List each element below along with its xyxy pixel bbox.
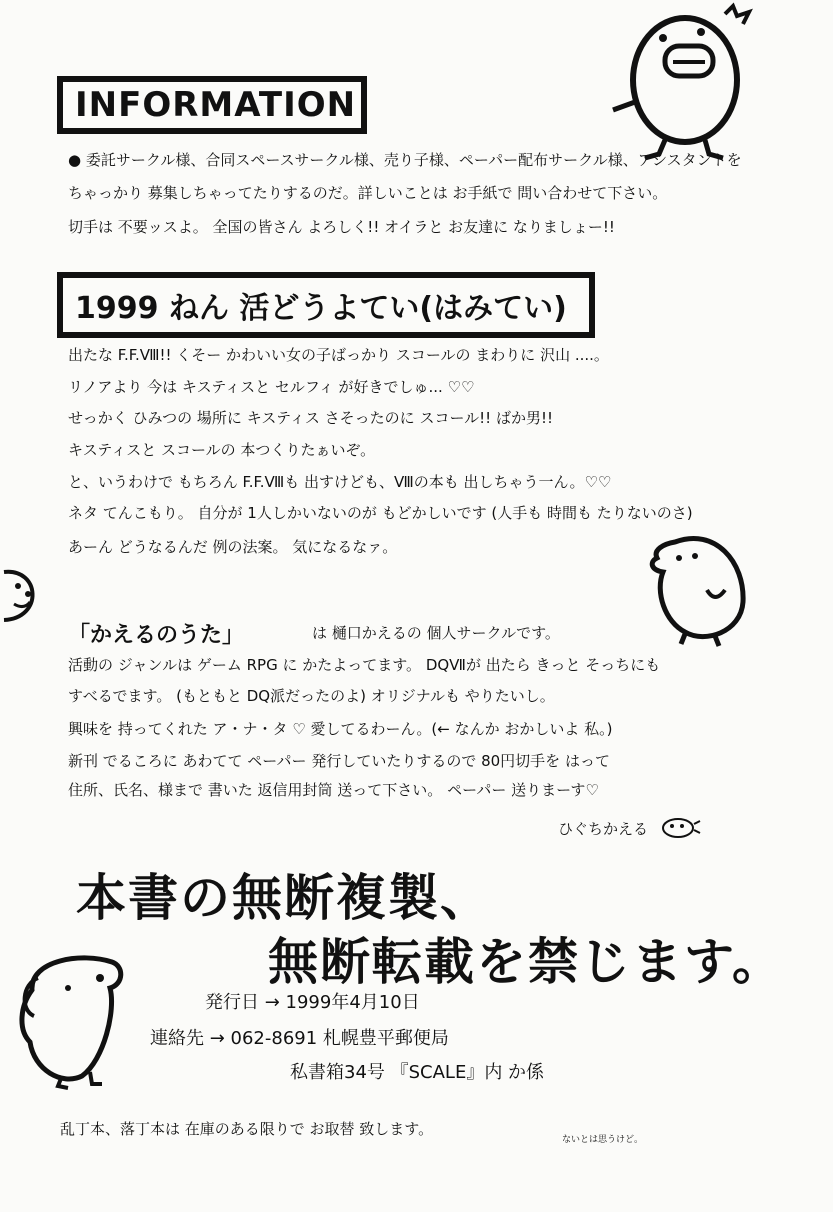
circle-line: 新刊 でるころに あわてて ペーパー 発行していたりするので 80円切手を はって [68,752,610,770]
diary-line: キスティスと スコールの 本つくりたぁいぞ。 [68,441,376,459]
circle-line: すべるでます。 (もともと DQ派だったのよ) オリジナルも やりたいし。 [68,687,555,705]
replacement-note: 乱丁本、落丁本は 在庫のある限りで お取替 致します。 [60,1120,434,1138]
circle-line: 興味を 持ってくれた ア・ナ・タ ♡ 愛してるわーん。(← なんか おかしいよ 私。) [68,720,613,738]
copyright-notice-line1: 本書の無断複製、 [76,869,492,927]
blob-mascot-icon [645,532,753,648]
diary-line: 出たな F.F.Ⅷ!! くそー かわいい女の子ばっかり スコールの まわりに 沢山 ....。 [68,346,609,364]
schedule-heading: 1999 ねん 活どうよてい(はみてい) [57,272,595,338]
po-box: 私書箱34号 『SCALE』内 か係 [290,1062,545,1083]
signature: ひぐちかえる [558,820,649,838]
info-line: ちゃっかり 募集しちゃってたりするのだ。詳しいことは お手紙で 問い合わせて下さい。 [68,184,668,202]
bird-mascot-icon [605,2,755,162]
contact-address: 連絡先 → 062-8691 札幌豊平郵便局 [150,1028,449,1049]
replacement-aside: ないとは思うけど。 [562,1135,644,1145]
side-face-icon [0,568,46,624]
diary-line: と、いうわけで もちろん F.F.Ⅷも 出すけども、Ⅷの本も 出しちゃう一ん。♡♡ [68,473,612,491]
diary-line: リノアより 今は キスティスと セルフィ が好きでしゅ... ♡♡ [68,378,475,396]
circle-title: 「かえるのうた」 [68,623,245,648]
info-line: 切手は 不要ッスよ。 全国の皆さん よろしく!! オイラと お友達に なりましょー!! [68,218,615,236]
diary-line: せっかく ひみつの 場所に キスティス さそったのに スコール!! ばか男!! [68,409,553,427]
diary-line: ネタ てんこもり。 自分が 1人しかいないのが もどかしいです (人手も 時間も たりないのさ) [68,504,693,522]
circle-line: 住所、氏名、様まで 書いた 返信用封筒 送って下さい。 ペーパー 送りまーす♡ [68,781,599,799]
publication-date: 発行日 → 1999年4月10日 [205,992,420,1013]
circle-line: 活動の ジャンルは ゲーム RPG に かたよってます。 DQⅦが 出たら きっと そっちにも [68,656,661,674]
diary-line: あーん どうなるんだ 例の法案。 気になるなァ。 [68,538,398,556]
circle-intro: は 樋口かえるの 個人サークルです。 [312,624,560,642]
smiley-icon [660,816,702,840]
information-heading: INFORMATION [57,76,367,134]
info-line: ● 委託サークル様、合同スペースサークル様、売り子様、ペーパー配布サークル様、アシスタントを [68,151,742,169]
copyright-notice-line2: 無断転載を禁じます。 [268,933,784,991]
dog-mascot-icon [12,950,132,1090]
